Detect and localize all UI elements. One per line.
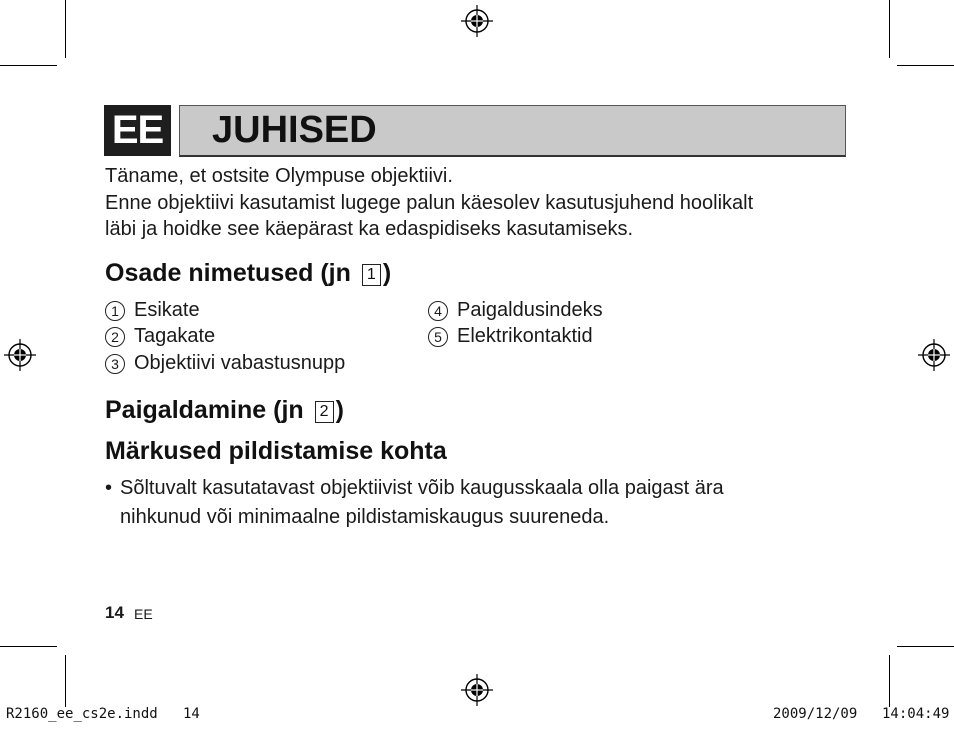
page-number: 14 xyxy=(105,603,124,622)
registration-mark-icon xyxy=(461,674,493,706)
registration-mark-icon xyxy=(918,339,950,371)
part-item xyxy=(105,325,215,348)
mount-heading xyxy=(105,396,344,425)
crop-mark xyxy=(0,65,57,66)
part-label: Tagakate xyxy=(134,325,216,347)
slug-time: 14:04:49 xyxy=(882,706,950,722)
intro-line: läbi ja hoidke see käepärast ka edaspidiseks kasutamiseks. xyxy=(105,218,634,240)
part-number: 4 xyxy=(428,301,448,321)
part-label: Elektrikontaktid xyxy=(457,325,593,347)
part-item xyxy=(428,325,593,348)
crop-mark xyxy=(897,646,954,647)
crop-mark xyxy=(897,65,954,66)
registration-mark-icon xyxy=(4,339,36,371)
figure-number: 2 xyxy=(315,401,334,423)
crop-mark xyxy=(65,655,66,707)
figure-number: 1 xyxy=(362,264,381,286)
page-language: EE xyxy=(134,606,153,622)
notes-bullet: • xyxy=(105,477,113,499)
part-item xyxy=(105,299,200,322)
part-number: 1 xyxy=(105,301,125,321)
part-number: 2 xyxy=(105,327,125,347)
mount-heading-text: Paigaldamine (jn xyxy=(105,396,311,424)
part-label: Paigaldusindeks xyxy=(457,299,603,321)
page-title: JUHISED xyxy=(212,109,377,151)
mount-heading-close: ) xyxy=(335,396,344,424)
part-number: 3 xyxy=(105,354,125,374)
slug-page: 14 xyxy=(183,706,200,722)
parts-heading-text: Osade nimetused (jn xyxy=(105,259,358,287)
crop-mark xyxy=(889,655,890,707)
slug-filename: R2160_ee_cs2e.indd xyxy=(6,706,158,722)
title-bar xyxy=(179,105,846,157)
intro-line: Enne objektiivi kasutamist lugege palun käesolev kasutusjuhend hoolikalt xyxy=(105,192,754,214)
part-number: 5 xyxy=(428,327,448,347)
notes-line: Sõltuvalt kasutatavast objektiivist võib kaugusskaala olla paigast ära xyxy=(120,477,724,499)
part-label: Esikate xyxy=(134,299,200,321)
crop-mark xyxy=(65,0,66,58)
notes-line: nihkunud või minimaalne pildistamiskaugus suureneda. xyxy=(120,506,610,528)
registration-mark-icon xyxy=(461,5,493,37)
crop-mark xyxy=(0,646,57,647)
parts-heading xyxy=(105,259,391,288)
crop-mark xyxy=(889,0,890,58)
intro-line: Täname, et ostsite Olympuse objektiivi. xyxy=(105,165,453,187)
part-item xyxy=(428,299,603,322)
language-badge: EE xyxy=(104,105,171,156)
slug-date: 2009/12/09 xyxy=(773,706,858,722)
part-label: Objektiivi vabastusnupp xyxy=(134,352,346,374)
part-item xyxy=(105,352,345,375)
notes-heading: Märkused pildistamise kohta xyxy=(105,437,447,465)
parts-heading-close: ) xyxy=(382,259,392,287)
